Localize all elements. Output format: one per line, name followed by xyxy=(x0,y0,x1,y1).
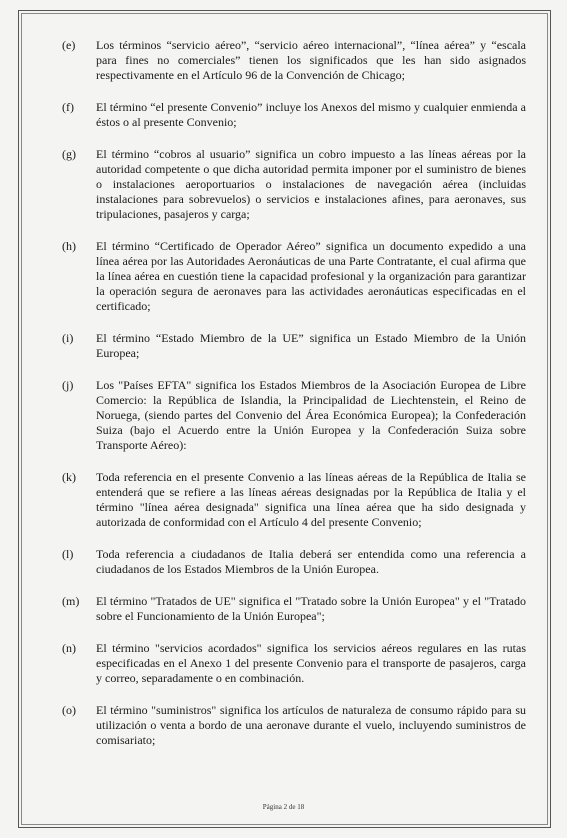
clause-k xyxy=(62,470,526,530)
definitions-list xyxy=(62,38,526,748)
clause-h xyxy=(62,239,526,314)
clause-text: El término "suministros" significa los artículos de naturaleza de consumo rápido para su utilización o venta a bordo de una aeronave durante el vuelo, incluyendo suministros de comisariato; xyxy=(96,703,526,747)
clause-label: (n) xyxy=(62,641,76,655)
clause-label: (h) xyxy=(62,239,76,253)
clause-m xyxy=(62,594,526,624)
clause-label: (f) xyxy=(62,100,74,114)
clause-g xyxy=(62,147,526,222)
clause-text: Los "Países EFTA" significa los Estados Miembros de la Asociación Europea de Libre Comercio: la República de Islandia, la Principalidad de Liechtenstein, el Reino de Noruega, (siendo partes del Convenio del Área Económica Europea); la Confederación Suiza (bajo el Acuerdo entre la Unión Europea y la Confederación Suiza sobre Transporte Aéreo): xyxy=(96,378,526,452)
clause-text: El término “Estado Miembro de la UE” significa un Estado Miembro de la Unión Europea; xyxy=(96,331,526,360)
clause-label: (i) xyxy=(62,331,74,345)
clause-e xyxy=(62,38,526,83)
clause-f xyxy=(62,100,526,130)
clause-label: (j) xyxy=(62,378,74,392)
clause-label: (o) xyxy=(62,703,76,717)
clause-label: (e) xyxy=(62,38,76,52)
clause-o xyxy=(62,703,526,748)
clause-text: Toda referencia en el presente Convenio a las líneas aéreas de la República de Italia se entenderá que se refiere a las líneas aéreas designadas por la República de Italia y el término "línea aérea designada" significa una línea aérea que ha sido designada y autorizada de conformidad con el Artículo 4 del presente Convenio; xyxy=(96,470,526,529)
page-number: Página 2 de 18 xyxy=(262,803,305,811)
clause-text: El término “el presente Convenio” incluye los Anexos del mismo y cualquier enmienda a éstos o al presente Convenio; xyxy=(96,100,526,129)
clause-j xyxy=(62,378,526,453)
clause-label: (k) xyxy=(62,470,76,484)
clause-text: El término “Certificado de Operador Aéreo” significa un documento expedido a una línea aérea por las Autoridades Aeronáuticas de una Parte Contratante, el cual afirma que la línea aérea en cuestión tiene la capacidad profesional y la organización para garantizar la operación segura de aeronaves para las actividades aeronáuticas especificadas en el certificado; xyxy=(96,239,526,313)
clause-text: Toda referencia a ciudadanos de Italia deberá ser entendida como una referencia a ciudadanos de los Estados Miembros de la Unión Europea. xyxy=(96,547,526,576)
clause-text: El término "Tratados de UE" significa el "Tratado sobre la Unión Europea" y el "Tratado sobre el Funcionamiento de la Unión Europea"; xyxy=(96,594,526,623)
clause-i xyxy=(62,331,526,361)
clause-text: Los términos “servicio aéreo”, “servicio aéreo internacional”, “línea aérea” y “escala para fines no comerciales” tienen los significados que les han sido asignados respectivamente en el Artículo 96 de la Convención de Chicago; xyxy=(96,38,526,82)
clause-l xyxy=(62,547,526,577)
clause-label: (l) xyxy=(62,547,74,561)
clause-text: El término "servicios acordados" significa los servicios aéreos regulares en las rutas especificadas en el Anexo 1 del presente Convenio para el transporte de pasajeros, carga y correo, separadamente o en combinación. xyxy=(96,641,526,685)
clause-label: (m) xyxy=(62,594,80,608)
clause-text: El término “cobros al usuario” significa un cobro impuesto a las líneas aéreas por la autoridad competente o que dicha autoridad permita imponer por el suministro de bienes o instalaciones aeroportuarios o instalaciones de navegación aérea (incluidas instalaciones para sobrevuelos) o servicios e instalaciones afines, para aeronaves, sus tripulaciones, pasajeros y carga; xyxy=(96,147,526,221)
clause-label: (g) xyxy=(62,147,76,161)
clause-n xyxy=(62,641,526,686)
